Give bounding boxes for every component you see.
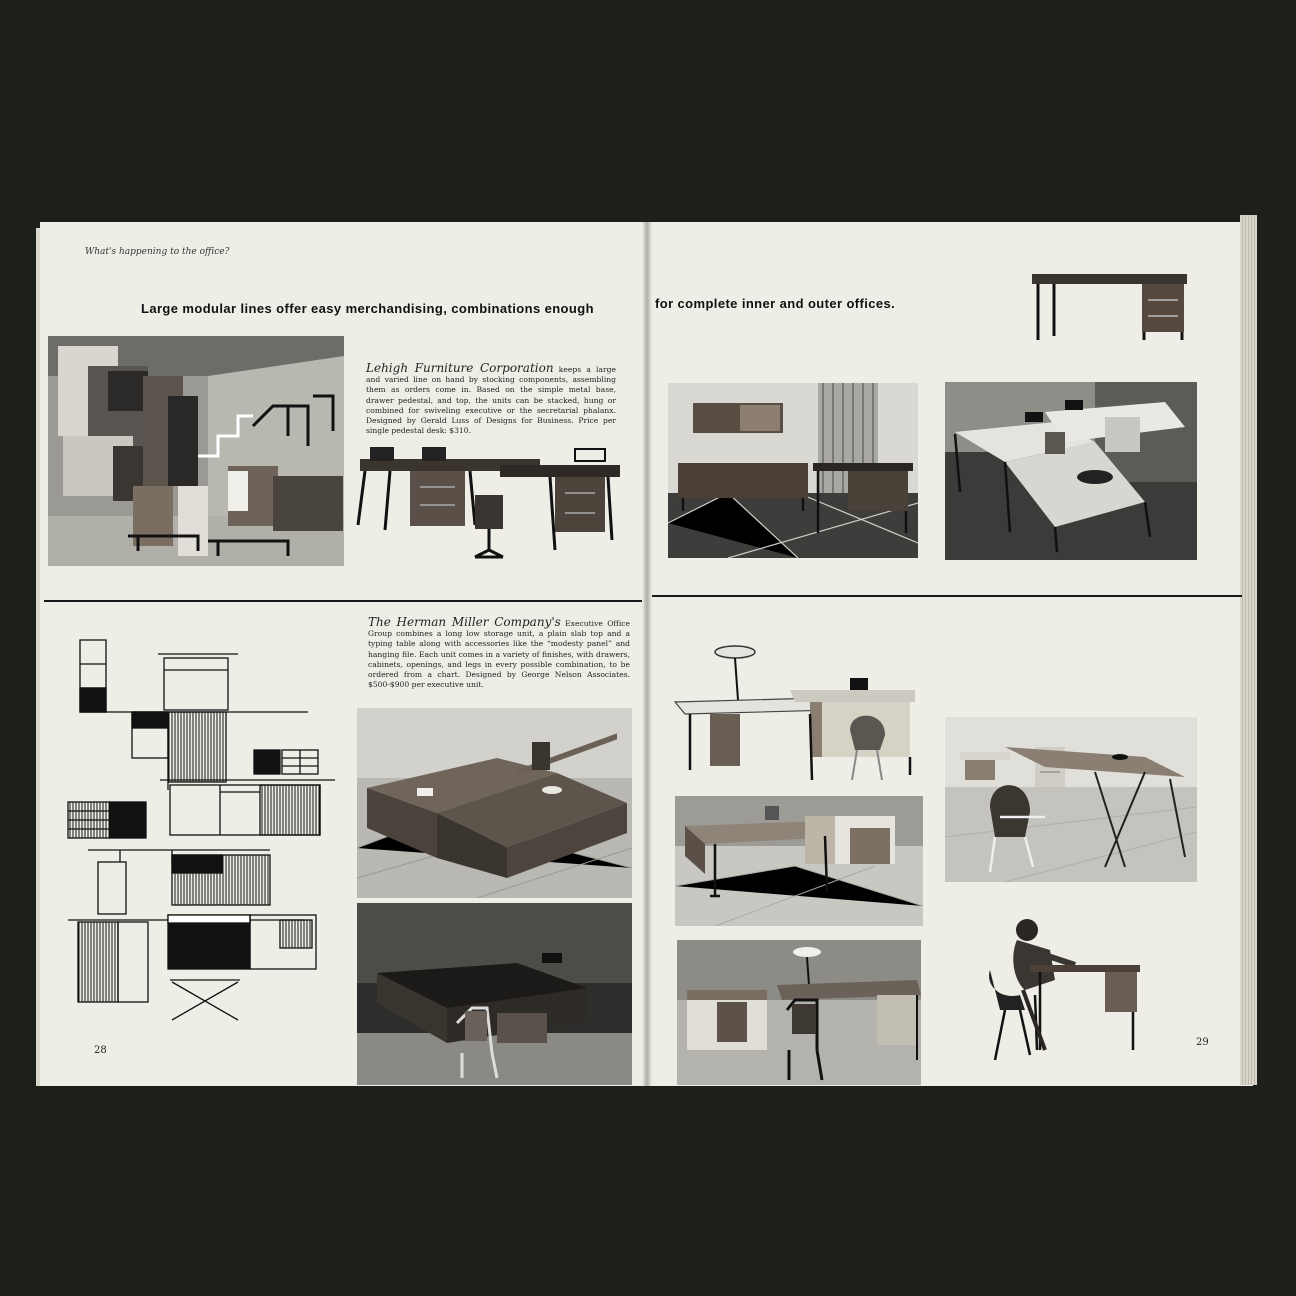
headline-right: for complete inner and outer offices.: [655, 296, 896, 311]
photo-single-pedestal-desk: [1032, 268, 1192, 343]
photo-storage-wall-desk: [668, 383, 918, 558]
page-edge-right: [1240, 215, 1257, 1085]
photo-desk-with-lamp: [670, 640, 920, 790]
herman-miller-company-name: The Herman Miller Company's: [368, 615, 561, 629]
lehigh-company-name: Lehigh Furniture Corporation: [366, 361, 554, 375]
herman-miller-description: [368, 617, 630, 690]
page-number-right: 29: [1196, 1037, 1209, 1048]
spread-gutter: [642, 222, 652, 1086]
photo-executive-group-desk: [357, 708, 632, 898]
herman-miller-body: Executive Office Group combines a long low storage unit, a plain slab top and a typing table along with accessories like the “modesty panel” and hanging file. Each unit comes in a variety of finishes, with drawers, cabinets, openings, and legs in every possible combination, to be ordered from a chart. Designed by George Nelson Associates. $500-$900 per executive unit.: [368, 619, 630, 690]
photo-lehigh-desks: [350, 445, 640, 575]
running-head: What's happening to the office?: [85, 247, 230, 257]
photo-typing-desk-chair: [945, 717, 1197, 882]
section-rule-left: [44, 600, 642, 602]
lehigh-body: keeps a large and varied line on hand by stocking components, assembling them as orders come in. Based on the simple metal base, drawer pedestal, and top, the units can be stacked, hung or combined for swiveling executive or the secretarial phalanx. Designed by Gerald Luss of Designs for Business. Price per single pedestal desk: $310.: [366, 365, 616, 436]
photo-lehigh-components: [48, 336, 344, 566]
headline-left: Large modular lines offer easy merchandising, combinations enough: [141, 301, 594, 316]
lehigh-description: [366, 363, 616, 436]
photo-desk-typing-table: [677, 940, 921, 1085]
photo-secretarial-l-desks: [945, 382, 1197, 560]
photo-woman-at-desk: [975, 910, 1145, 1065]
photo-desk-and-credenza: [675, 796, 923, 926]
modular-unit-diagrams: [60, 630, 350, 1030]
photo-executive-desk-dark-room: [357, 903, 632, 1085]
section-rule-right: [652, 595, 1242, 597]
page-number-left: 28: [94, 1045, 107, 1056]
